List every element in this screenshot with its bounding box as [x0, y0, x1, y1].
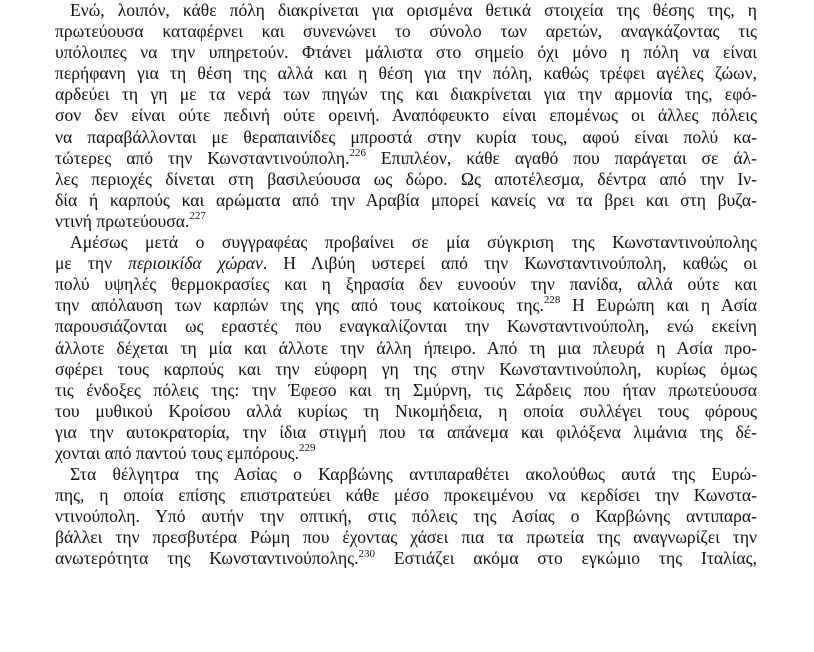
text-span: υπόλοιπες να την υπηρετούν. Φτάνει μάλιστα στο σημείο όχι μόνο η πόλη να είναι [55, 42, 757, 63]
text-span: . Η Λιβύη υστερεί από την Κωνσταντινούπολη, καθώς οι [262, 253, 758, 274]
italic-phrase: περιοικίδα χώραν [128, 253, 263, 274]
text-span: δία ή καρπούς και αρώματα από την Αραβία μπορεί κανείς να τα βρει και στη βυζα- [55, 189, 757, 210]
text-line [55, 422, 757, 443]
footnote-marker: 226 [349, 146, 366, 159]
text-span: άλλοτε δέχεται τη μία και άλλοτε την άλλη ήπειρο. Από τη μια πλευρά η Ασία προ- [55, 337, 757, 358]
footnote-marker: 228 [543, 294, 561, 307]
text-line [55, 274, 757, 295]
text-span: Στα θέλγητρα της Ασίας ο Καρβώνης αντιπαραθέτει ακολούθως αυτά της Ευρώ- [70, 464, 757, 485]
text-span: αρδεύει τη γη με τα νερά των πηγών της και διακρίνεται για την αρμονία της, εφό- [55, 84, 757, 105]
text-span: να παραβάλλονται με θεραπαινίδες μπροστά στην κυρία τους, αφού είναι πολύ κα- [55, 126, 757, 147]
text-span: σον δεν είναι ούτε πεδινή ούτε ορεινή. Αναπόφευκτο είναι επομένως οι άλλες πόλεις [55, 105, 757, 126]
text-line [55, 232, 757, 253]
text-line [55, 190, 757, 211]
text-line [55, 316, 757, 337]
text-span: τώτερες από την Κωνσταντινούπολη. [55, 147, 350, 168]
footnote-marker: 227 [189, 210, 206, 223]
text-line [55, 506, 757, 527]
text-line [55, 169, 757, 190]
text-line [55, 127, 757, 148]
paragraph [55, 464, 757, 569]
text-span: περήφανη για τη θέση της αλλά και η θέση για την πόλη, καθώς τρέφει αγέλες ζώων, [55, 63, 757, 84]
text-span: σφέρει τους καρπούς και την εύφορη γη της στην Κωνσταντινούπολη, κυρίως όμως [55, 358, 757, 379]
text-span: βάλλει την πρεσβυτέρα Ρώμη που έχοντας χάσει πια τα πρωτεία της αναγνωρίζει την [55, 527, 757, 548]
text-span: παρουσιάζονται ως εραστές που εναγκαλίζονται την Κωνσταντινούπολη, ενώ εκείνη [55, 316, 757, 337]
text-span: πης, η οποία επίσης επιστρατεύει κάθε μέσο προκειμένου να κερδίσει την Κωνστα- [55, 485, 757, 506]
text-line [55, 527, 757, 548]
text-span: χονται από παντού τους εμπόρους. [55, 442, 300, 463]
paragraph [55, 0, 757, 232]
text-line [55, 148, 757, 169]
text-line [55, 0, 757, 21]
text-line [55, 105, 757, 126]
text-span: με την [55, 253, 129, 274]
text-span: τις ένδοξες πόλεις της: την Έφεσο και τη Σμύρνη, τις Σάρδεις που ήταν πρωτεύουσα [55, 379, 757, 400]
text-span: Ενώ, λοιπόν, κάθε πόλη διακρίνεται για ορισμένα θετικά στοιχεία της θέσης της, η [70, 0, 757, 20]
text-line [55, 485, 757, 506]
text-line [55, 380, 757, 401]
text-span: πολύ υψηλές θερμοκρασίες και η ξηρασία δεν ευνοούν την πανίδα, αλλά ούτε και [55, 274, 757, 295]
text-span: για την αυτοκρατορία, την ίδια στιγμή που τα απάνεμα και φιλόξενα λιμάνια της δέ- [55, 421, 757, 442]
text-line [55, 63, 757, 84]
text-line [55, 359, 757, 380]
text-span: του μυθικού Κροίσου αλλά κυρίως τη Νικομήδεια, η οποία συλλέγει τους φόρους [55, 400, 757, 421]
text-span: ντινή πρωτεύουσα. [55, 210, 190, 231]
text-span: την απόλαυση των καρπών της γης από τους κατοίκους της. [55, 295, 544, 316]
text-line [55, 548, 757, 569]
text-line [55, 338, 757, 359]
text-line [55, 443, 757, 464]
text-span: Η Ευρώπη και η Ασία [560, 295, 757, 316]
text-line [55, 401, 757, 422]
text-span: λες περιοχές δίνεται στη βασιλεύουσα ως δώρο. Ως αποτέλεσμα, δέντρα από την Ιν- [55, 168, 757, 189]
footnote-marker: 230 [358, 547, 376, 560]
text-span: ανωτερότητα της Κωνσταντινούπολης. [55, 548, 359, 569]
text-line [55, 211, 757, 232]
text-line [55, 253, 757, 274]
footnote-marker: 229 [299, 442, 316, 455]
text-line [55, 295, 757, 316]
text-line [55, 21, 757, 42]
text-span: πρωτεύουσα καταφέρνει και συνενώνει το σύνολο των αρετών, αναγκάζοντας τις [55, 21, 757, 42]
text-line [55, 42, 757, 63]
text-line [55, 84, 757, 105]
document-page [55, 0, 757, 570]
paragraph [55, 232, 757, 464]
text-span: Επιπλέον, κάθε αγαθό που παράγεται σε άλ- [365, 147, 757, 168]
text-span: Αμέσως μετά ο συγγραφέας προβαίνει σε μία σύγκριση της Κωνσταντινούπολης [70, 232, 757, 253]
text-span: ντινούπολη. Υπό αυτήν την οπτική, στις πόλεις της Ασίας ο Καρβώνης αντιπαρα- [55, 506, 757, 527]
text-span: Εστιάζει ακόμα στο εγκώμιο της Ιταλίας, [375, 548, 757, 569]
text-line [55, 464, 757, 485]
